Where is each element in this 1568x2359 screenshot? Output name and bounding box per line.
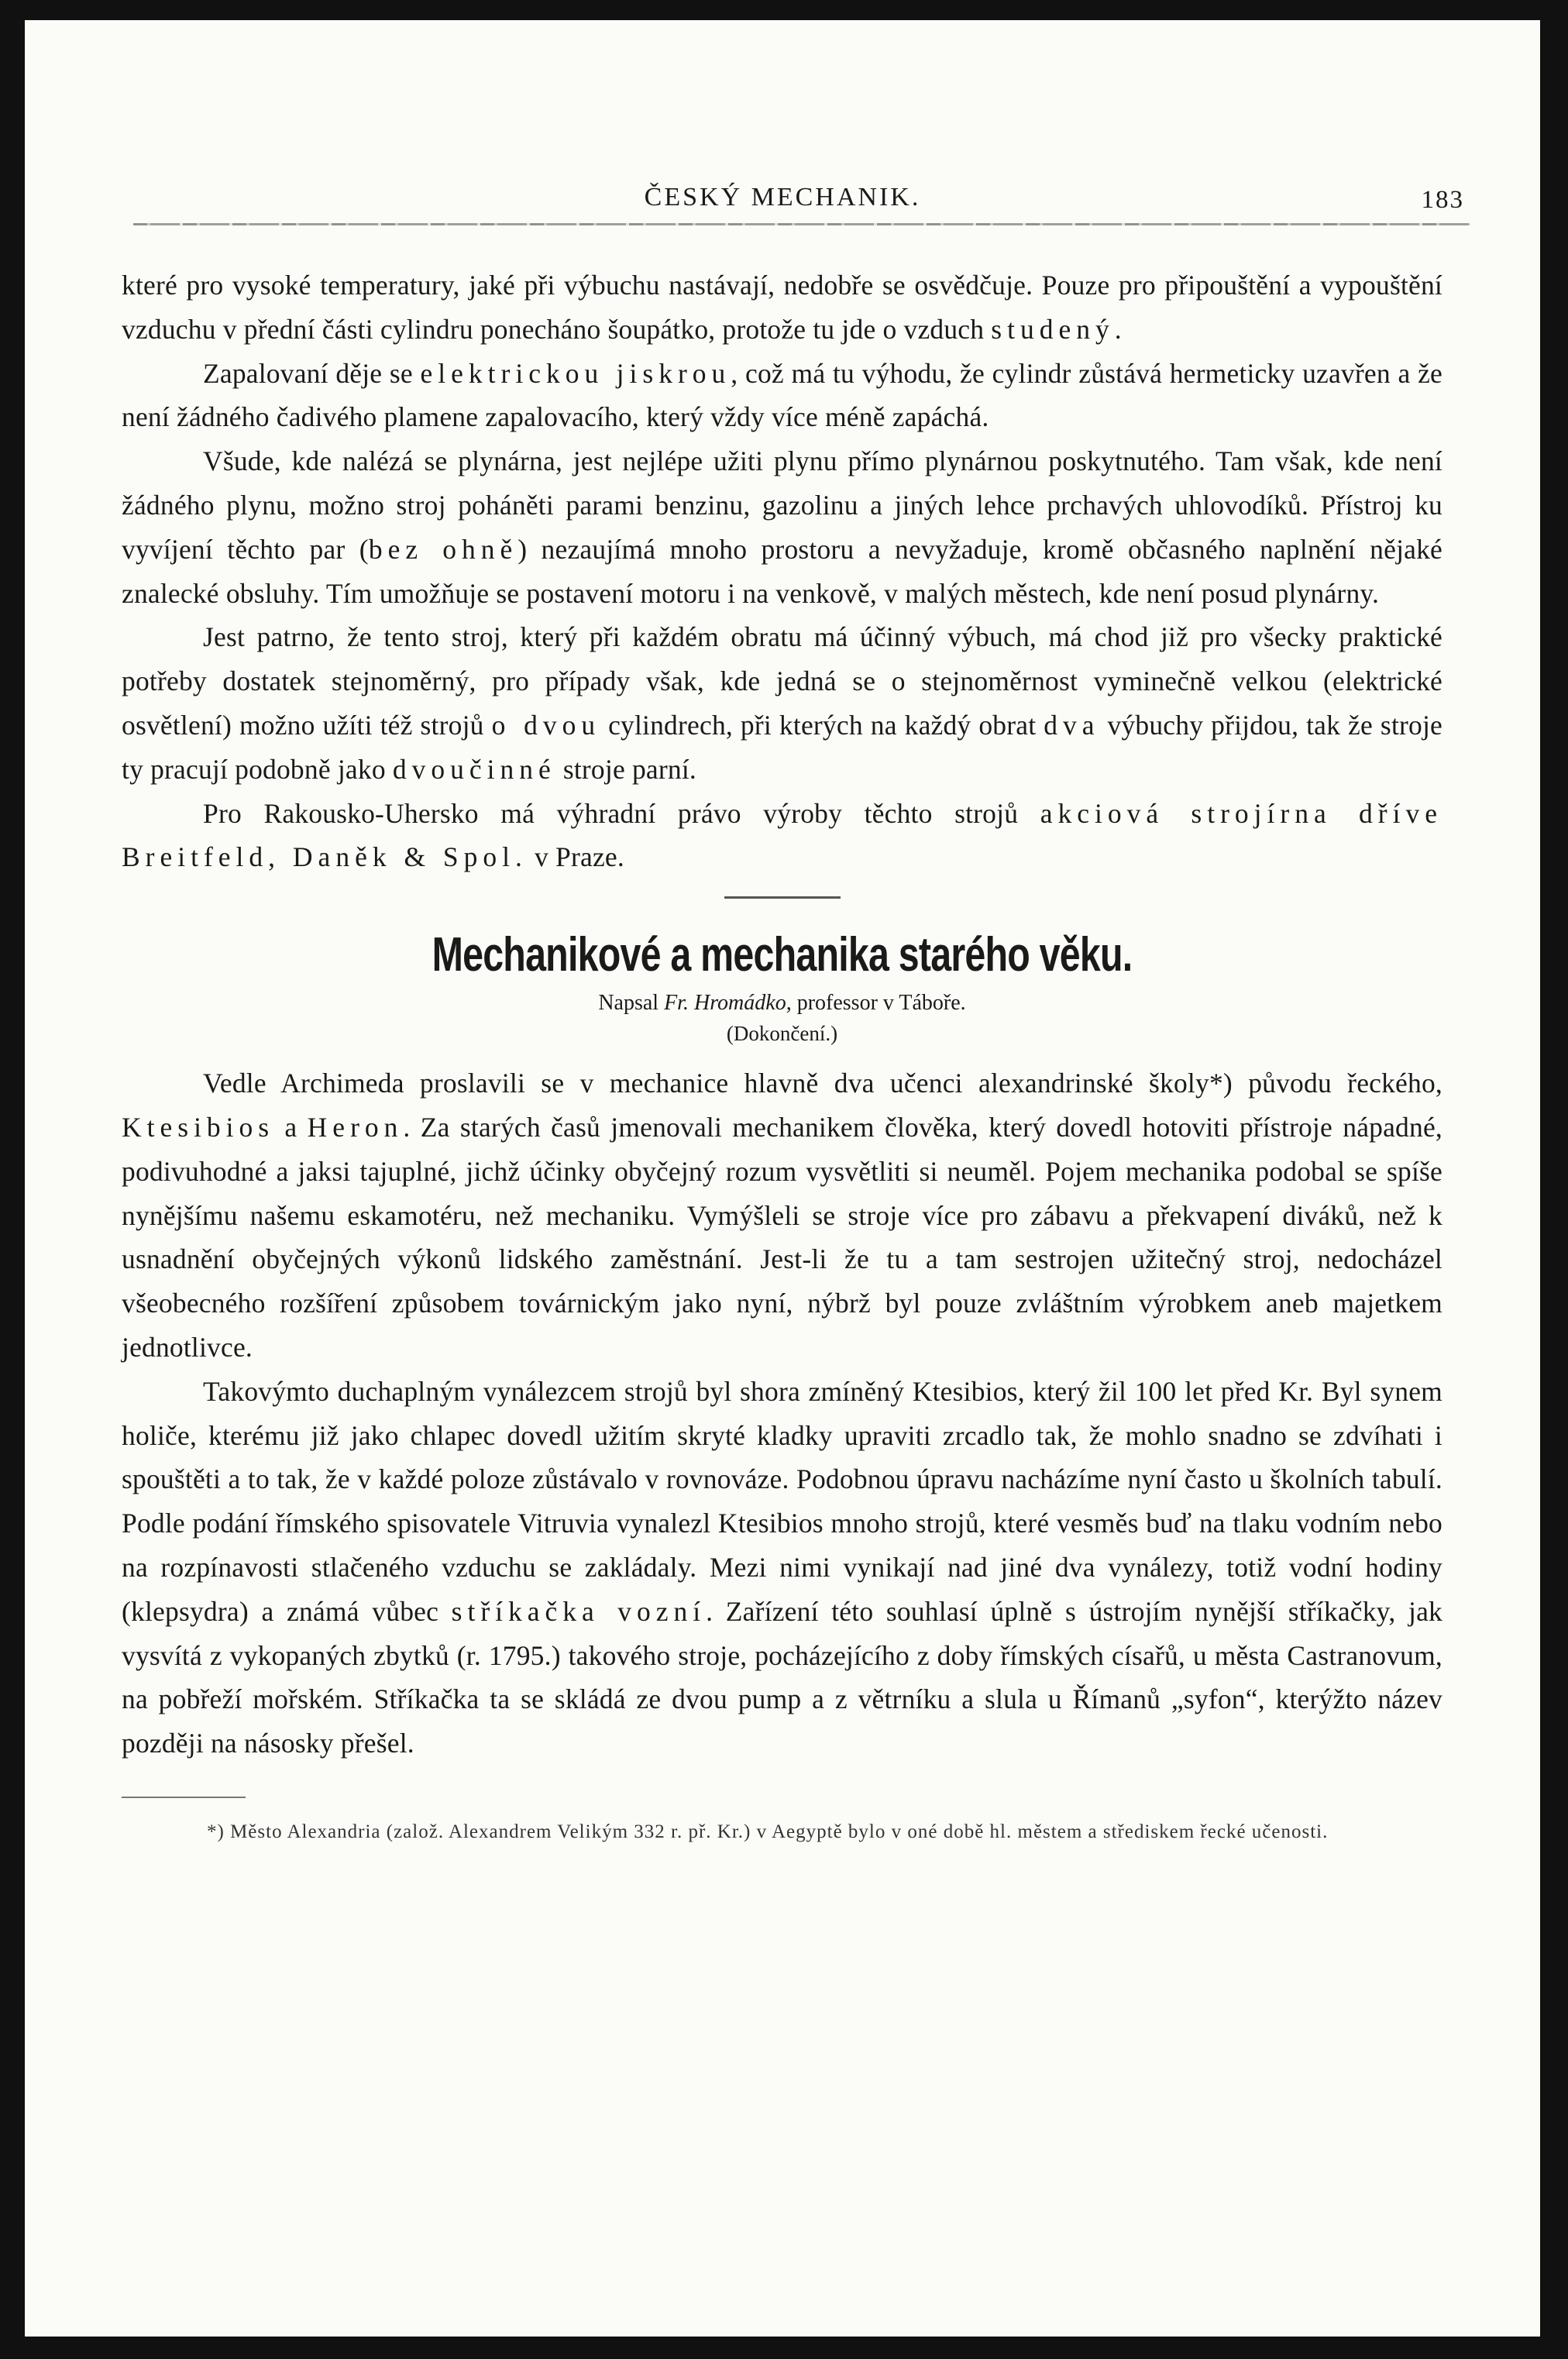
book-page [25,20,1540,2337]
page-body [122,263,1442,1866]
paragraph: Všude, kde nalézá se plynárna, jest nejlépe užiti plynu přímo plynárnou poskytnutého. Tam však, kde není žádného plynu, možno stroj poháněti parami benzinu, gazolinu a jiných lehce prchavých uhlovodíků. Přístroj ku vyvíjení těchto par (bez ohně) nezaujímá mnoho prostoru a nevyžaduje, kromě občasného naplnění nějaké znalecké obsluhy. Tím umožňuje se postavení motoru i na venkově, v malých městech, kde není posud plynárny. [122,445,1443,609]
paragraph: Pro Rakousko-Uhersko má výhradní právo výroby těchto strojů akciová strojírna dříve Breitfeld, Daněk & Spol. v Praze. [122,797,1442,873]
footnote-rule [122,1797,246,1798]
article-title: Mechanikové a mechanika starého věku. [432,928,1133,982]
paragraph: Vedle Archimeda proslavili se v mechanice hlavně dva učenci alexandrinské školy*) původu řeckého, Ktesibios a Heron. Za starých časů jmenovali mechanikem člověka, který dovedl hotoviti přístroje nápadné, podivuhodné a jaksi tajuplné, jichž účinky obyčejný rozum vysvětliti si neuměl. Pojem mechanika podobal se spíše nynějšímu našemu eskamotéru, než mechaniku. Vymýšleli se stroje více pro zábavu a překvapení diváků, než k usnadnění obyčejných výkonů lidského zaměstnání. Jest-li že tu a tam sestrojen užitečný stroj, nedocházel všeobecného rozšíření způsobem továrnickým jako nyní, nýbrž byl pouze zvláštním výrobkem aneb majetkem jednotlivce. [122,1068,1442,1363]
paragraph: Zapalovaní děje se elektrickou jiskrou, což má tu výhodu, že cylindr zůstává hermeticky uzavřen a že není žádného čadivého plamene zapalovacího, který vždy více méně zapáchá. [122,357,1442,433]
footnote: *) Město Alexandria (založ. Alexandrem Velikým 332 r. př. Kr.) v Aegyptě bylo v oné době hl. městem a střediskem řecké učenosti. [207,1821,1329,1842]
paragraph: Takovýmto duchaplným vynálezcem strojů byl shora zmíněný Ktesibios, který žil 100 let před Kr. Byl synem holiče, kterému již jako chlapec dovedl užitím skryté kladky upraviti zrcadlo tak, že mohlo snadno se zdvíhati i spouštěti a to tak, že v každé poloze zůstávalo v rovnováze. Podobnou úpravu nacházíme nyní často u školních tabulí. Podle podání římského spisovatele Vitruvia vynalezl Ktesibios mnoho strojů, které vesměs buď na tlaku vodním nebo na rozpínavosti stlačeného vzduchu se zakládaly. Mezi nimi vynikají nad jiné dva vynálezy, totiž vodní hodiny (klepsydra) a známá vůbec stříkačka vozní. Zařízení této souhlasí úplně s ústrojím nynější stříkačky, jak vysvítá z vykopaných zbytků (r. 1795.) takového stroje, pocházejícího z doby římských císařů, u města Castranovum, na pobřeží mořském. Stříkačka ta se skládá ze dvou pump a z větrníku a slula u Římanů „syfon“, kterýžto název později na násosky přešel. [122,1375,1442,1759]
paragraph: které pro vysoké temperatury, jaké při výbuchu nastávají, nedobře se osvědčuje. Pouze pro připouštění a vypouštění vzduchu v přední části cylindru ponecháno šoupátko, protože tu jde o vzduch studený. [122,270,1442,345]
continued-note: (Dokončení.) [726,1022,838,1046]
section-divider [724,896,841,899]
paragraph: Jest patrno, že tento stroj, který při každém obratu má účinný výbuch, má chod již pro všecky praktické potřeby dostatek stejnoměrný, pro případy však, kde jedná se o stejnoměrnost vyminečně velkou (elektrické osvětlení) možno užíti též strojů o dvou cylindrech, při kterých na každý obrat dva výbuchy přijdou, tak že stroje ty pracují podobně jako dvoučinné stroje parní. [122,621,1442,785]
page-number: 183 [1421,186,1464,214]
running-header: ČESKÝ MECHANIK. [644,183,921,211]
article-byline: Napsal Fr. Hromádko, professor v Táboře. [598,991,966,1016]
header-rule [133,223,1470,225]
